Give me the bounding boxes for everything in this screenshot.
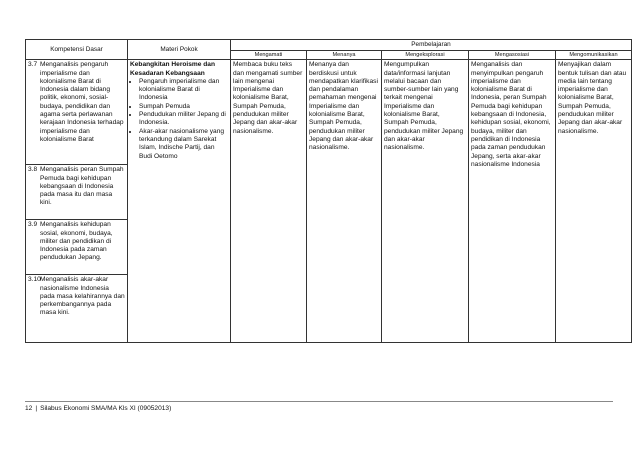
kompetensi-cell bbox=[26, 220, 128, 275]
footer-text: Silabus Ekonomi SMA/MA Kls XI (09052013) bbox=[40, 405, 172, 412]
mengeksplorasi-cell: Mengumpulkan data/informasi lanjutan melalui bacaan dan sumber-sumber lain yang terkait mengenai Imperialisme dan kolonialisme Barat, Sumpah Pemuda, pendudukan militer Jepang dan akar-akar nasionalisme. bbox=[382, 60, 469, 343]
kompetensi-text: Menganalisis pengaruh imperialisme dan kolonialisme Barat di Indonesia dalam bidang politik, ekonomi, sosial-budaya, pendidikan dan agama serta perlawanan kerajaan Indonesia terhadap imperialisme dan kolonialisme Barat bbox=[40, 61, 124, 143]
materi-item: • Sumpah Pemuda bbox=[139, 103, 228, 111]
header-mengomunikasikan: Mengomunikasikan bbox=[556, 51, 632, 60]
header-menanya: Menanya bbox=[307, 51, 382, 60]
kompetensi-cell bbox=[26, 60, 128, 165]
header-kompetensi-dasar: Kompetensi Dasar bbox=[26, 40, 128, 60]
kompetensi-text: Menganalisis kehidupan sosial, ekonomi, budaya, militer dan pendidikan di Indonesia pada zaman pendudukan Jepang. bbox=[40, 221, 113, 262]
page-number: 12 bbox=[25, 405, 33, 412]
kompetensi-text: Menganalisis peran Sumpah Pemuda bagi kehidupan kebangsaan di Indonesia pada masa itu dan masa kini. bbox=[40, 166, 124, 207]
kompetensi-number: 3.10 bbox=[28, 276, 41, 284]
footer-separator: | bbox=[35, 405, 38, 412]
materi-item: • Pendudukan militer Jepang di Indonesia. bbox=[139, 111, 228, 128]
kompetensi-item bbox=[28, 221, 125, 262]
menanya-cell: Menanya dan berdiskusi untuk mendapatkan klarifikasi dan pendalaman pemahaman mengenai Imperialisme dan kolonialisme Barat, Sumpah Pemuda, pendudukan militer Jepang dan akar-akar nasionalisme. bbox=[307, 60, 382, 343]
header-mengasosiasi: Mengasosiasi bbox=[469, 51, 556, 60]
materi-pokok-cell bbox=[128, 60, 231, 343]
kompetensi-item bbox=[28, 276, 125, 317]
kompetensi-number: 3.9 bbox=[28, 221, 38, 229]
kompetensi-item bbox=[28, 61, 125, 144]
kompetensi-number: 3.7 bbox=[28, 61, 38, 69]
syllabus-table bbox=[25, 39, 632, 343]
kompetensi-cell bbox=[26, 165, 128, 220]
kompetensi-number: 3.8 bbox=[28, 166, 38, 174]
materi-item: • Akar-akar nasionalisme yang terkandung dalam Sarekat Islam, Indische Partij, dan Budi Oetomo bbox=[139, 128, 228, 161]
materi-list bbox=[130, 78, 228, 161]
materi-item: • Pengaruh imperialisme dan kolonialisme Barat di Indonesia bbox=[139, 78, 228, 103]
mengasosiasi-cell: Menganalisis dan menyimpulkan pengaruh imperialisme dan kolonialisme Barat di Indonesia, peran Sumpah Pemuda bagi kehidupan kebangsaan di Indonesia, kehidupan sosial, ekonomi, budaya, militer dan pendidikan di Indonesia pada zaman pendudukan Jepang, serta akar-akar nasionalisme Indonesia bbox=[469, 60, 556, 343]
kompetensi-text: Menganalisis akar-akar nasionalisme Indonesia pada masa kelahirannya dan perkembangannya pada masa kini. bbox=[40, 276, 125, 317]
header-mengamati: Mengamati bbox=[231, 51, 307, 60]
kompetensi-item bbox=[28, 166, 125, 207]
header-mengeksplorasi: Mengeksplorasi bbox=[382, 51, 469, 60]
header-materi-pokok: Materi Pokok bbox=[128, 40, 231, 60]
kompetensi-cell bbox=[26, 275, 128, 343]
mengamati-cell: Membaca buku teks dan mengamati sumber lain mengenai Imperialisme dan kolonialisme Barat, Sumpah Pemuda, pendudukan militer Jepang dan akar-akar nasionalisme. bbox=[231, 60, 307, 343]
header-pembelajaran: Pembelajaran bbox=[231, 40, 632, 51]
page-footer bbox=[25, 401, 613, 412]
mengomunikasikan-cell: Menyajikan dalam bentuk tulisan dan atau media lain tentang imperialisme dan kolonialisme Barat, Sumpah Pemuda, pendudukan militer Jepang dan akar-akar nasionalisme. bbox=[556, 60, 632, 343]
materi-title: Kebangkitan Heroisme dan Kesadaran Kebangsaan bbox=[130, 61, 216, 77]
